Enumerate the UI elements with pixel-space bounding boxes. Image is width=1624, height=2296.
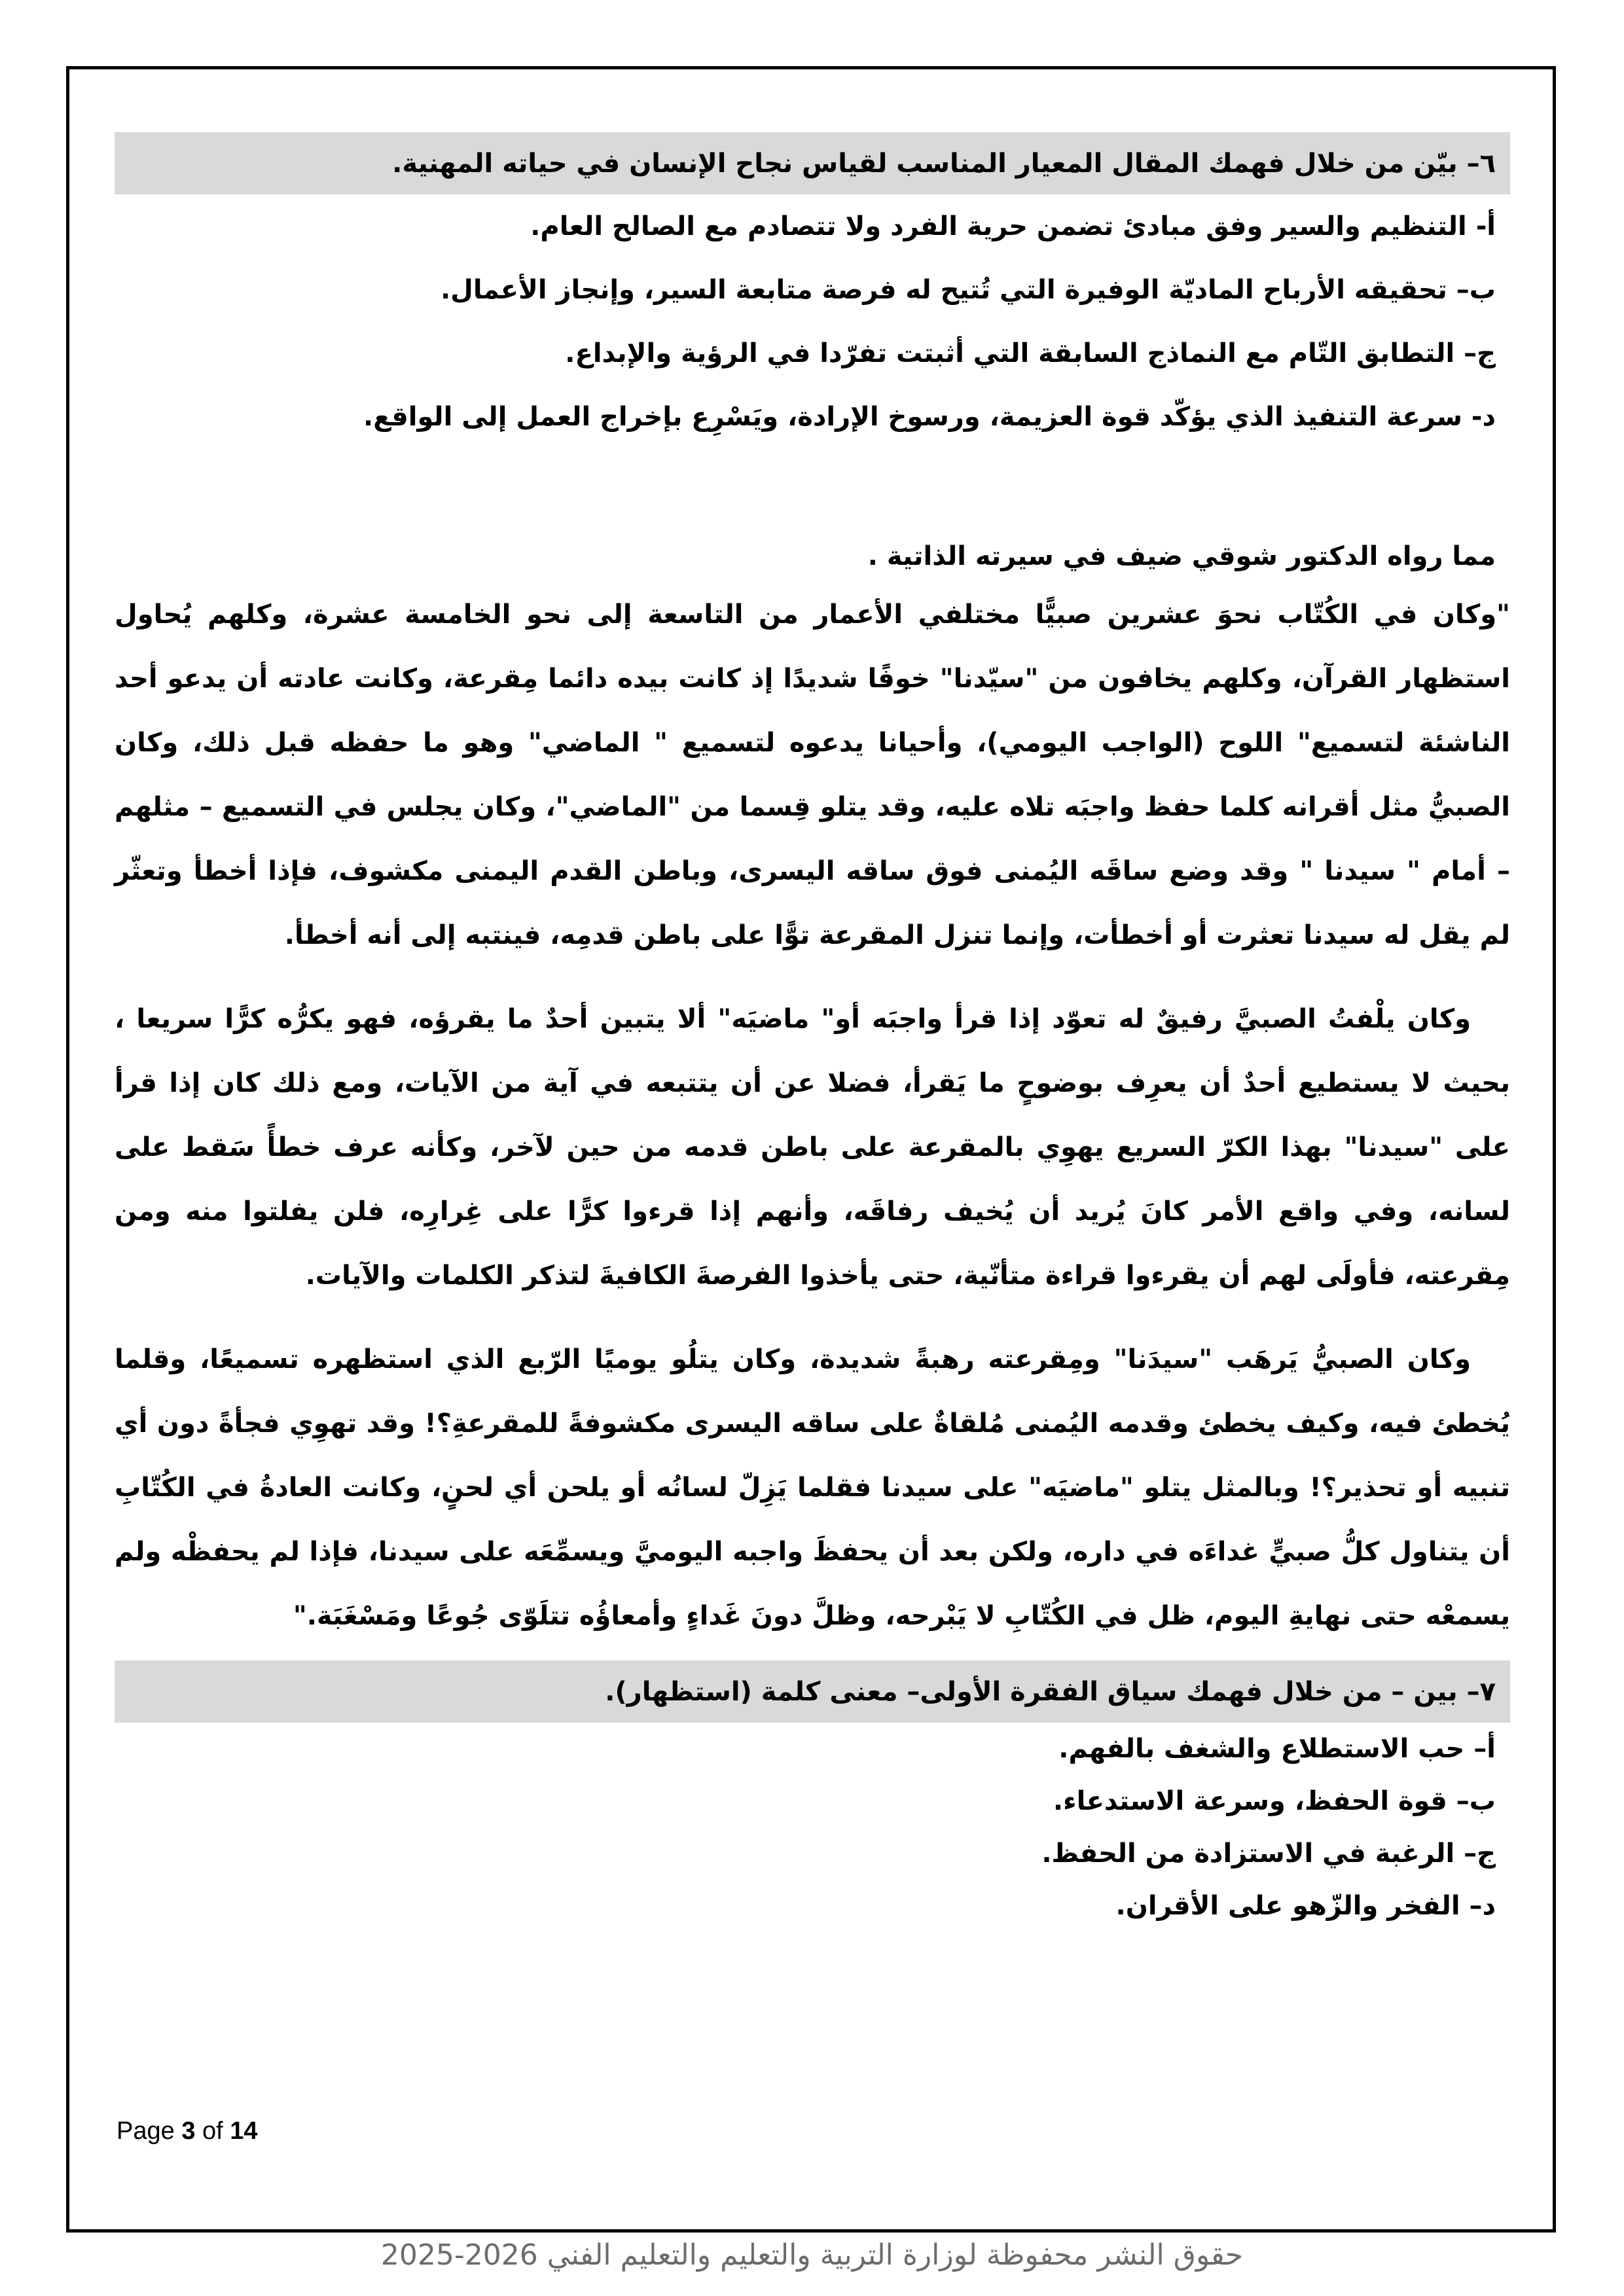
reading-passage — [115, 497, 1510, 1648]
page-total: 14 — [230, 2117, 258, 2145]
question-7-option-c: ج– الرغبة في الاستزادة من الحفظ. — [1041, 1839, 1496, 1869]
page-current: 3 — [181, 2117, 196, 2145]
question-6-option-d: د- سرعة التنفيذ الذي يؤكّد قوة العزيمة، ورسوخ الإرادة، ويَسْرِع بإخراج العمل إلى الواقع. — [363, 401, 1496, 432]
question-7-option-a: أ– حب الاستطلاع والشغف بالفهم. — [1058, 1734, 1496, 1764]
passage-paragraph: "وكان في الكُتّاب نحوَ عشرين صبيًّا مختلفي الأعمار من التاسعة إلى نحو الخامسة عشرة، وكلهم يُحاول استظهار القرآن، وكلهم يخافون من "سيّدنا" خوفًا شديدًا إذ كانت بيده دائما مِقرعة، وكانت عادته أن يدعو أحد الناشئة لتسميع" اللوح (الواجب اليومي)، وأحيانا يدعوه لتسميع " الماضي" وهو ما حفظه قبل ذلك، وكان الصبيُّ مثل أقرانه كلما حفظ واجبَه تلاه عليه، وقد يتلو قِسما من "الماضي"، وكان يجلس في التسميع – مثلهم – أمام " سيدنا " وقد وضع ساقَه اليُمنى فوق ساقه اليسرى، وباطن القدم اليمنى مكشوف، فإذا أخطأ وتعثّر لم يقل له سيدنا تعثرت أو أخطأت، وإنما تنزل المقرعة توًّا على باطن قدمِه، فينتبه إلى أنه أخطأ. — [115, 600, 1510, 950]
page-number — [117, 2117, 258, 2145]
copyright-notice: حقوق النشر محفوظة لوزارة التربية والتعليم والتعليم الفني 2026-2025 — [380, 2238, 1244, 2272]
question-7-prompt: ٧– بين – من خلال فهمك سياق الفقرة الأولى– معنى كلمة (استظهار). — [115, 1660, 1510, 1723]
page-word: Page — [117, 2117, 175, 2145]
question-6 — [115, 132, 1510, 448]
question-7-option-d: د– الفخر والزّهو على الأقران. — [1115, 1891, 1496, 1921]
question-7 — [115, 1660, 1510, 1932]
page-of: of — [202, 2117, 223, 2145]
passage-paragraph: وكان يلْفتُ الصبيَّ رفيقٌ له تعوّد إذا قرأ واجبَه أو" ماضيَه" ألا يتبين أحدٌ ما يقرؤه، فهو يكرُّه كرًّا سريعا ، بحيث لا يستطيع أحدٌ أن يعرِف بوضوحٍ ما يَقرأ، فضلا عن أن يتتبعه في آية من الآيات، ومع ذلك كان إذا قرأ على "سيدنا" بهذا الكرّ السريع يهوِي بالمقرعة على باطن قدمه من حين لآخر، وكأنه عرف خطأً سَقط على لسانه، وفي واقع الأمر كانَ يُريد أن يُخيف رفاقَه، وأنهم إذا قرءوا كرًّا على غِرارِه، فلن يفلتوا منه ومن مِقرعته، فأولَى لهم أن يقرءوا قراءة متأنّية، حتى يأخذوا الفرصةَ الكافيةَ لتذكر الكلمات والآيات. — [115, 1004, 1510, 1291]
question-6-option-a: أ- التنظيم والسير وفق مبادئ تضمن حرية الفرد ولا تتصادم مع الصالح العام. — [530, 211, 1496, 242]
question-6-option-b: ب– تحقيقه الأرباح الماديّة الوفيرة التي تُتيح له فرصة متابعة السير، وإنجاز الأعمال. — [440, 274, 1496, 305]
passage-paragraph: وكان الصبيُّ يَرهَب "سيدَنا" ومِقرعته رهبةً شديدة، وكان يتلُو يوميًا الرّبع الذي استظهره تسميعًا، وقلما يُخطئ فيه، وكيف يخطئ وقدمه اليُمنى مُلقاةٌ على ساقه اليسرى مكشوفةً للمقرعةِ؟! وقد تهوِي فجأةً دون أي تنبيه أو تحذير؟! وبالمثل يتلو "ماضيَه" على سيدنا فقلما يَزِلّ لسانُه أو يلحن أي لحنٍ، وكانت العادةُ في الكُتّابِ أن يتناول كلُّ صبيٍّ غداءَه في داره، ولكن بعد أن يحفظَ واجبه اليوميَّ ويسمِّعَه على سيدنا، فإذا لم يحفظْه ولم يسمعْه حتى نهايةِ اليوم، ظل في الكُتّابِ لا يَبْرحه، وظلَّ دونَ غَداءٍ وأمعاؤُه تتلَوّى جُوعًا ومَسْغَبَة." — [115, 1344, 1510, 1631]
question-6-option-c: ج– التطابق التّام مع النماذج السابقة التي أثبتت تفرّدا في الرؤية والإبداع. — [565, 338, 1496, 368]
question-6-prompt: ٦– بيّن من خلال فهمك المقال المعيار المناسب لقياس نجاح الإنسان في حياته المهنية. — [115, 132, 1510, 194]
question-7-option-b: ب– قوة الحفظ، وسرعة الاستدعاء. — [1053, 1786, 1496, 1816]
passage-intro: مما رواه الدكتور شوقي ضيف في سيرته الذاتية . — [867, 541, 1496, 571]
